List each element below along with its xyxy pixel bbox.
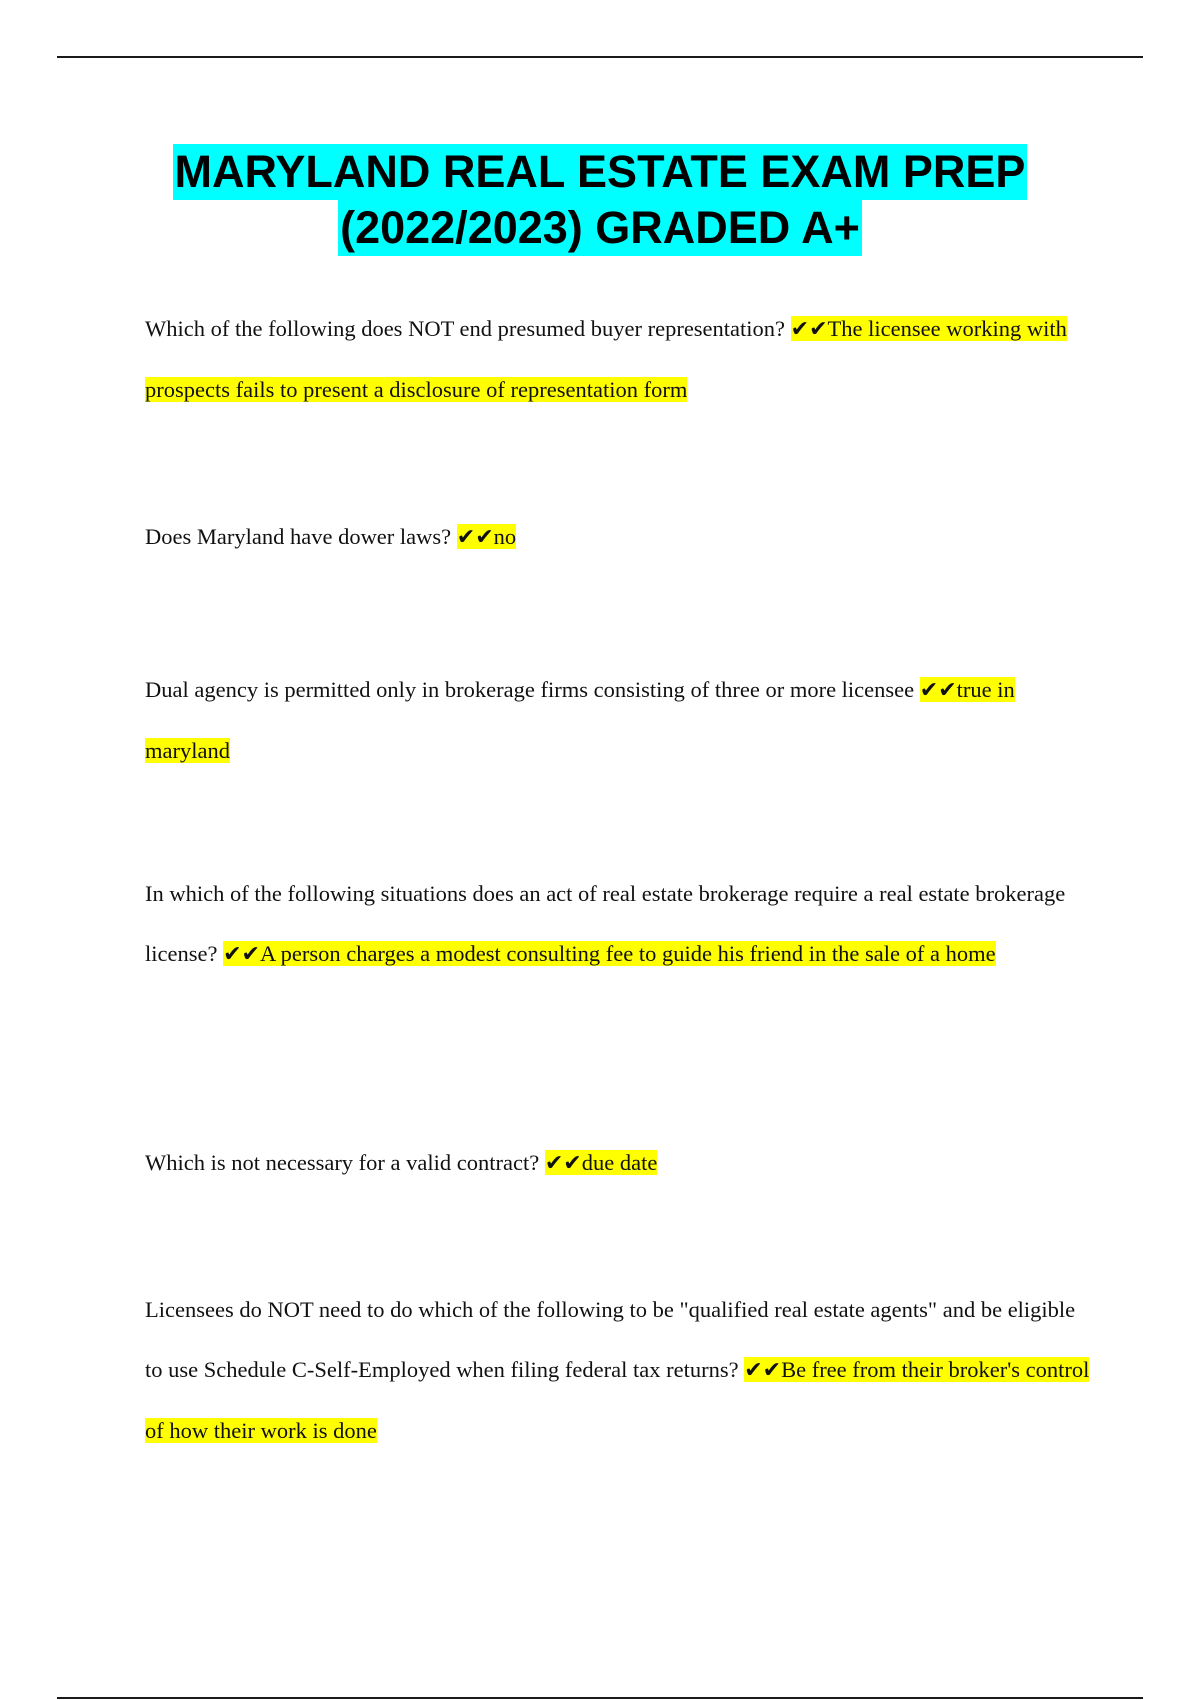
bottom-rule	[57, 1697, 1143, 1699]
qa-item-4	[145, 864, 1090, 985]
answer-highlight	[457, 524, 516, 549]
double-check-icon: ✔✔	[544, 1151, 582, 1176]
answer-highlight	[223, 941, 996, 966]
question-text: Does Maryland have dower laws?	[145, 524, 457, 549]
double-check-icon: ✔✔	[790, 317, 828, 342]
answer-text: due date	[581, 1150, 658, 1175]
question-text: Which is not necessary for a valid contract?	[145, 1150, 545, 1175]
answer-text: true in maryland	[145, 677, 1015, 763]
document-title	[0, 144, 1200, 256]
question-text: Which of the following does NOT end presumed buyer representation?	[145, 316, 791, 341]
qa-item-1	[145, 299, 1090, 420]
qa-item-3	[145, 660, 1090, 781]
title-line-2: (2022/2023) GRADED A+	[338, 200, 862, 256]
double-check-icon: ✔✔	[744, 1358, 782, 1383]
answer-text: A person charges a modest consulting fee to guide his friend in the sale of a home	[259, 941, 996, 966]
double-check-icon: ✔✔	[456, 525, 494, 550]
answer-text: no	[493, 524, 517, 549]
qa-item-5	[145, 1133, 1090, 1194]
qa-item-6	[145, 1280, 1090, 1461]
answer-highlight	[545, 1150, 657, 1175]
question-text: In which of the following situations does an act of real estate brokerage require a real estate brokerage license?	[145, 881, 1066, 966]
title-line-1: MARYLAND REAL ESTATE EXAM PREP	[173, 144, 1028, 200]
answer-text: The licensee working with prospects fails to present a disclosure of representation form	[145, 316, 1067, 402]
question-text: Licensees do NOT need to do which of the following to be "qualified real estate agents" and be eligible to use Schedule C-Self-Employed when filing federal tax returns?	[145, 1297, 1076, 1382]
double-check-icon: ✔✔	[223, 942, 260, 967]
answer-text: Be free from their broker's control of how their work is done	[145, 1357, 1090, 1443]
double-check-icon: ✔✔	[919, 678, 957, 703]
top-rule	[57, 56, 1143, 58]
question-text: Dual agency is permitted only in brokerage firms consisting of three or more licensee	[145, 677, 920, 702]
qa-item-2	[145, 507, 1090, 568]
